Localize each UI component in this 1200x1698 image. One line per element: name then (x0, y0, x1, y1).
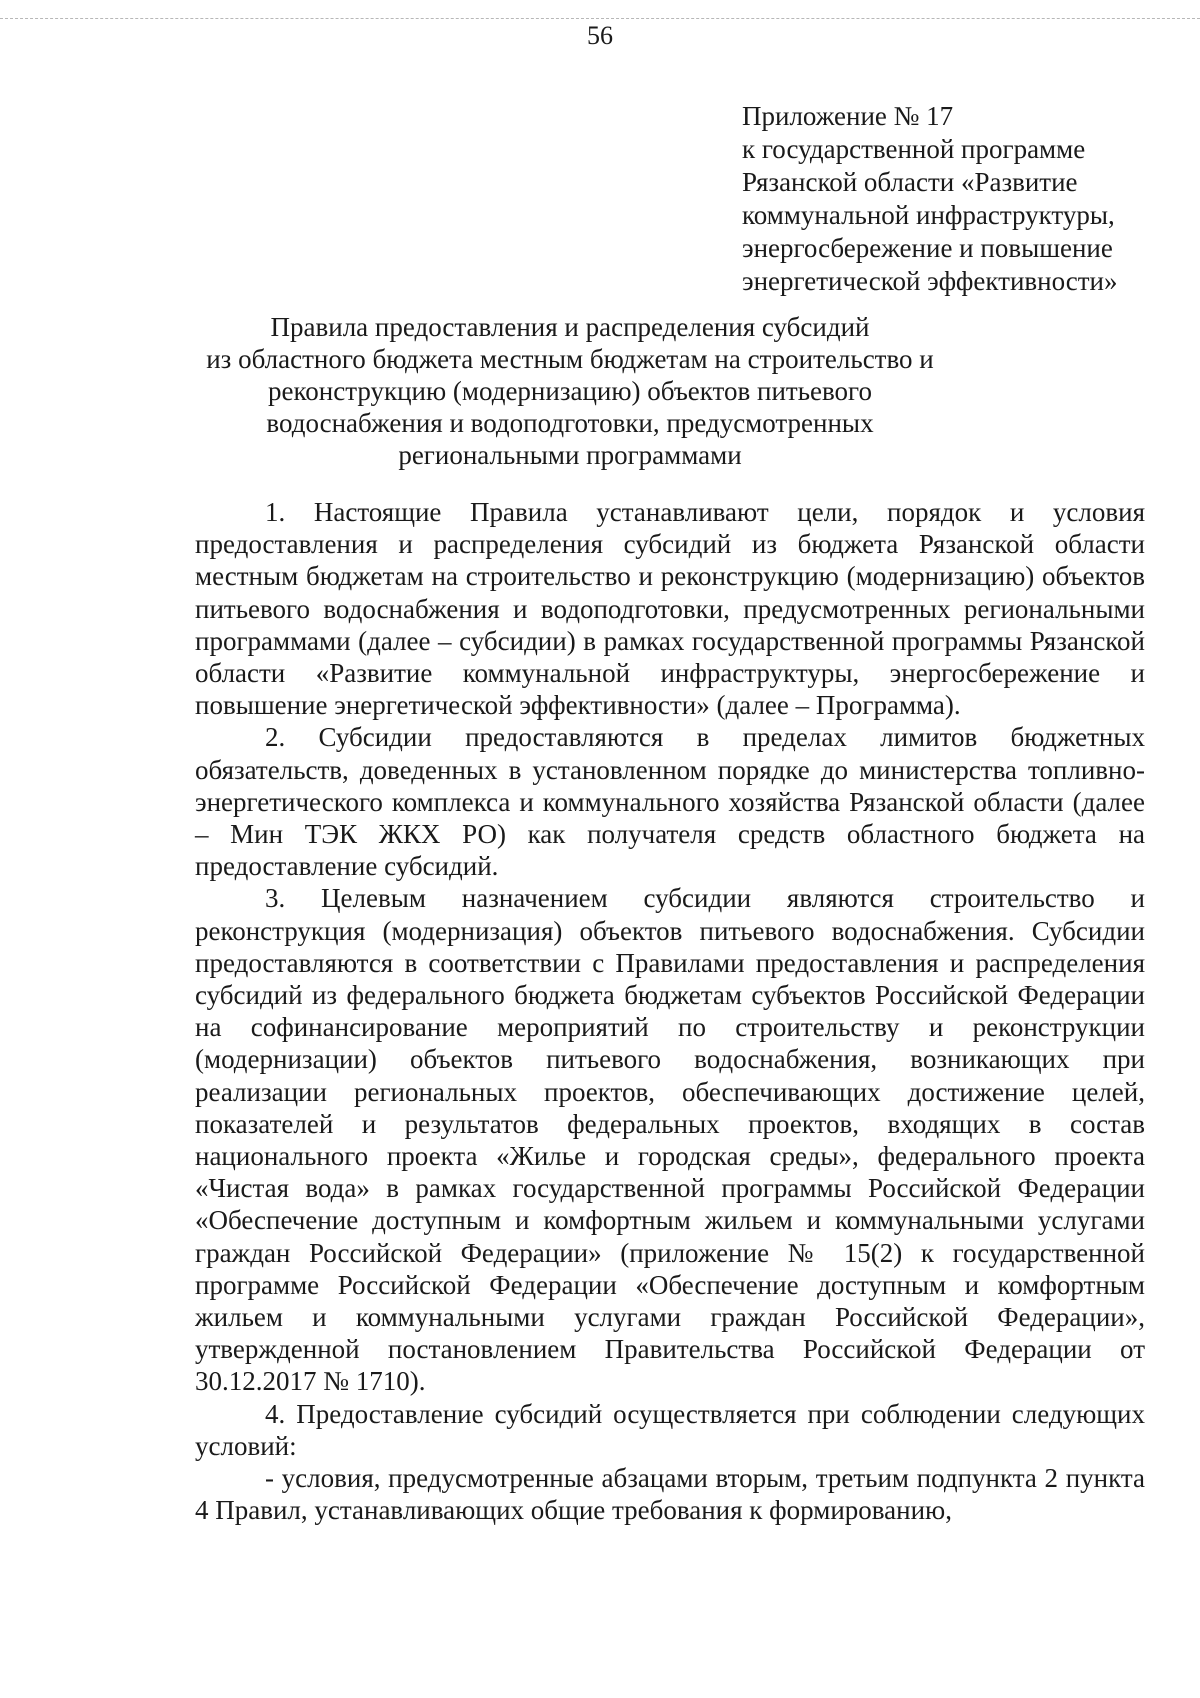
appendix-line: Приложение № 17 (742, 101, 954, 131)
appendix-line: Рязанской области «Развитие (742, 167, 1078, 197)
title-line: из областного бюджета местным бюджетам на строительство и (206, 344, 934, 374)
paragraph-3: 3. Целевым назначением субсидии являются строительство и реконструкция (модернизация) объектов питьевого водоснабжения. Субсидии предоставляются в соответствии с Правилами предоставления и распределения субсидий из федерального бюджета бюджетам субъектов Российской Федерации на софинансирование мероприятий по строительству и реконструкции (модернизации) объектов питьевого водоснабжения, возникающих при реализации региональных проектов, обеспечивающих достижение целей, показателей и результатов федеральных проектов, входящих в состав национального проекта «Жилье и городская среды», федерального проекта «Чистая вода» в рамках государственной программы Российской Федерации «Обеспечение доступным и комфортным жильем и коммунальными услугами граждан Российской Федерации» (приложение № 15(2) к государственной программе Российской Федерации «Обеспечение доступным и комфортным жильем и коммунальными услугами граждан Российской Федерации», утвержденной постановлением Правительства Российской Федерации от 30.12.2017 № 1710). (195, 883, 1145, 1397)
title-line: реконструкцию (модернизацию) объектов питьевого (268, 376, 872, 406)
scan-edge-line (0, 18, 1200, 19)
title-line: водоснабжения и водоподготовки, предусмотренных (266, 408, 874, 438)
paragraph-2: 2. Субсидии предоставляются в пределах лимитов бюджетных обязательств, доведенных в установленном порядке до министерства топливно-энергетического комплекса и коммунального хозяйства Рязанской области (далее – Мин ТЭК ЖКХ РО) как получателя средств областного бюджета на предоставление субсидий. (195, 722, 1145, 882)
title-line: региональными программами (398, 440, 742, 470)
paragraph-1: 1. Настоящие Правила устанавливают цели, порядок и условия предоставления и распределения субсидий из бюджета Рязанской области местным бюджетам на строительство и реконструкцию (модернизацию) объектов питьевого водоснабжения и водоподготовки, предусмотренных региональными программами (далее – субсидии) в рамках государственной программы Рязанской области «Развитие коммунальной инфраструктуры, энергосбережение и повышение энергетической эффективности» (далее – Программа). (195, 497, 1145, 721)
appendix-header (742, 100, 1182, 298)
page-number: 56 (587, 21, 613, 50)
paragraph-4: 4. Предоставление субсидий осуществляется при соблюдении следующих условий: (195, 1398, 1145, 1461)
document-body (195, 496, 1145, 1527)
appendix-line: коммунальной инфраструктуры, (742, 200, 1115, 230)
appendix-line: энергосбережение и повышение (742, 233, 1113, 263)
title-line: Правила предоставления и распределения субсидий (270, 312, 870, 342)
document-title (150, 311, 990, 471)
appendix-line: энергетической эффективности» (742, 266, 1118, 296)
appendix-line: к государственной программе (742, 134, 1086, 164)
paragraph-4-item: - условия, предусмотренные абзацами вторым, третьим подпункта 2 пункта 4 Правил, устанавливающих общие требования к формированию, (195, 1463, 1145, 1526)
